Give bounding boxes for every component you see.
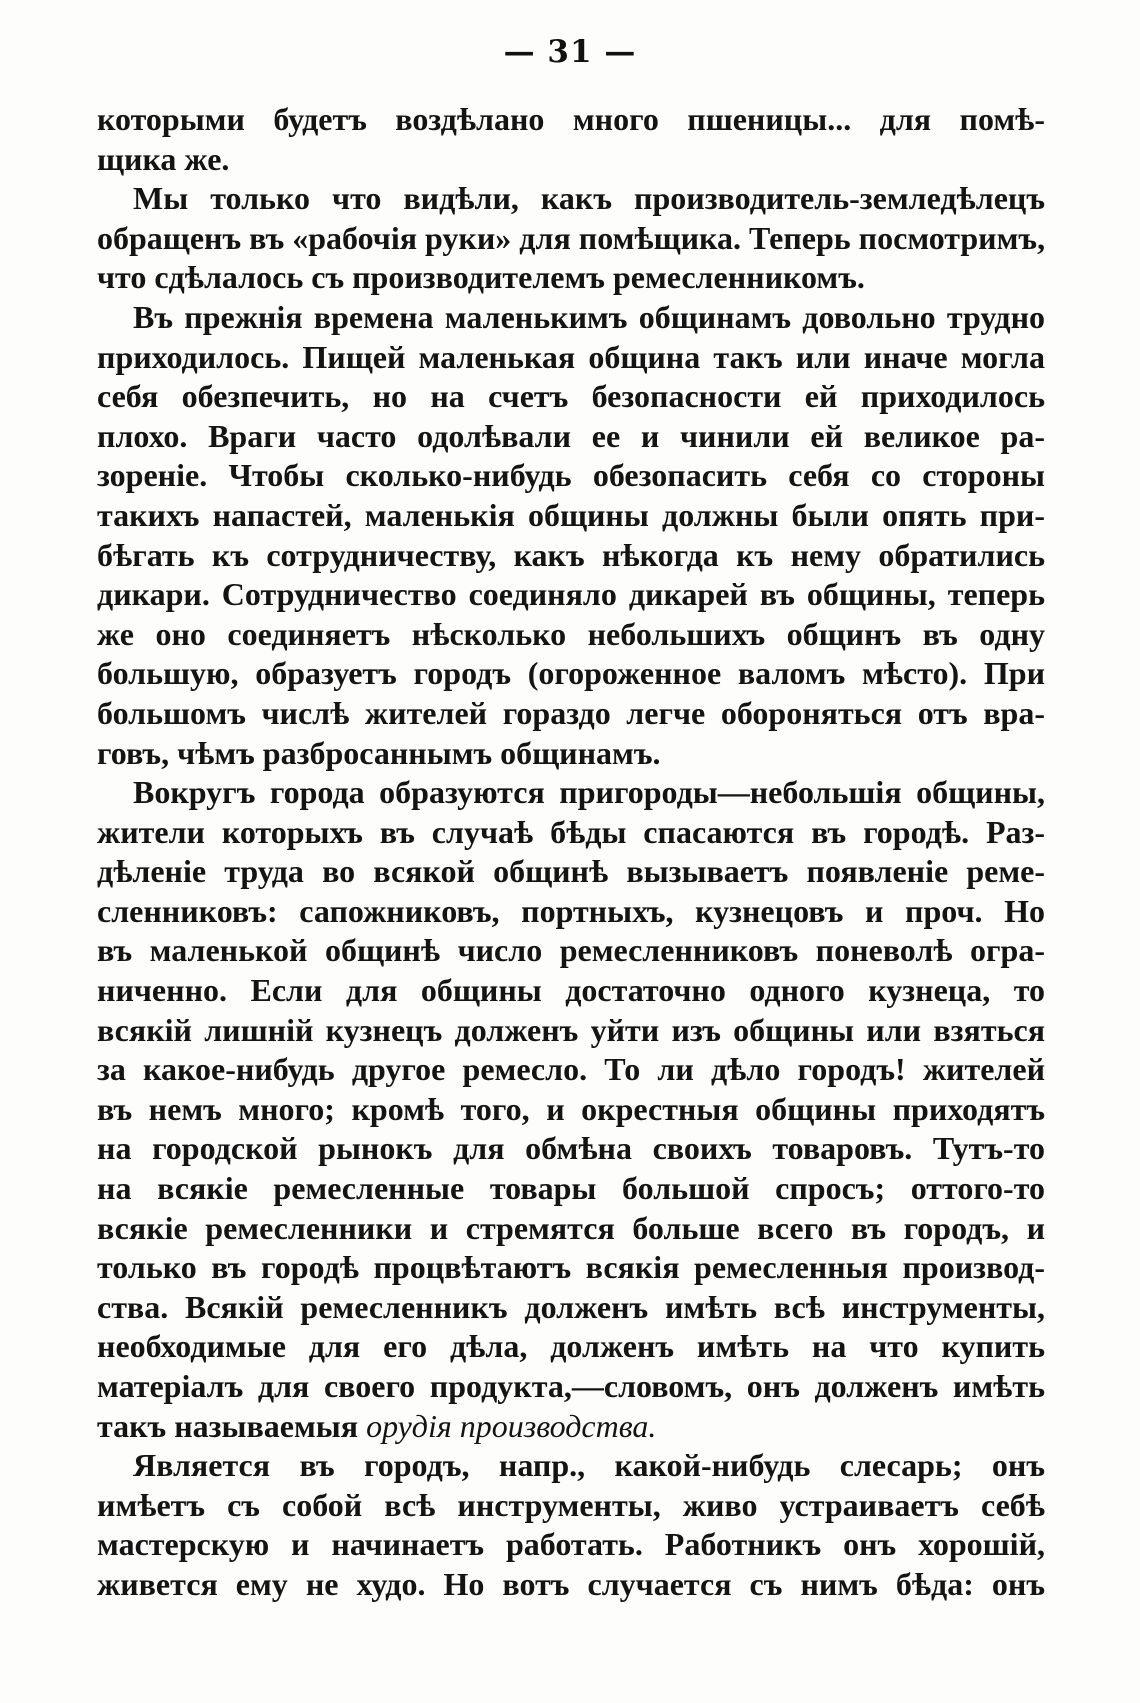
text-line [97, 1486, 1045, 1526]
text-line [97, 219, 1045, 259]
line-text: имѣетъ съ собой всѣ инструменты, живо устраиваетъ себѣ [97, 1486, 1045, 1523]
line-text: обращенъ въ «рабочія руки» для помѣщика. Теперь посмотримъ, [97, 219, 1045, 256]
line-text: только въ городѣ процвѣтаютъ всякія ремесленныя производ- [97, 1249, 1045, 1286]
text-line [97, 536, 1045, 576]
text-line [97, 892, 1045, 932]
line-text: всякіе ремесленники и стремятся больше всего въ городъ, и [97, 1209, 1045, 1246]
body-text [97, 100, 1045, 1605]
line-text: же оно соединяетъ нѣсколько небольшихъ общинъ въ одну [97, 615, 1045, 652]
text-line [97, 456, 1045, 496]
line-text: жители которыхъ въ случаѣ бѣды спасаются въ городѣ. Раз- [97, 813, 1045, 850]
line-text: большомъ числѣ жителей гораздо легче обороняться отъ вра- [97, 694, 1045, 731]
text-line [97, 100, 1045, 140]
line-text: на городской рынокъ для обмѣна своихъ товаровъ. Тутъ-то [97, 1130, 1045, 1167]
text-line [97, 1090, 1045, 1130]
text-line [97, 694, 1045, 734]
line-text: зореніе. Чтобы сколько-нибудь обезопасить себя со стороны [97, 457, 1045, 494]
text-line [97, 417, 1045, 457]
text-line [97, 1407, 1045, 1447]
text-line [97, 575, 1045, 615]
line-text: ства. Всякій ремесленникъ долженъ имѣть всѣ инструменты, [97, 1288, 1045, 1325]
text-line [97, 971, 1045, 1011]
line-text: ниченно. Если для общины достаточно одного кузнеца, то [97, 972, 1045, 1009]
text-line [97, 179, 1045, 219]
line-text: Мы только что видѣли, какъ производитель-земледѣлецъ [133, 180, 1045, 217]
text-line [97, 1327, 1045, 1367]
line-text: сленниковъ: сапожниковъ, портныхъ, кузнецовъ и проч. Но [97, 892, 1045, 929]
text-line [97, 377, 1045, 417]
line-text: всякій лишній кузнецъ долженъ уйти изъ общины или взяться [97, 1011, 1045, 1048]
page-number: — 31 — [503, 34, 637, 70]
text-line [97, 852, 1045, 892]
text-line [97, 1209, 1045, 1249]
text-line [97, 1129, 1045, 1169]
line-text: большую, образуетъ городъ (огороженное валомъ мѣсто). При [97, 655, 1045, 692]
text-line [97, 1288, 1045, 1328]
line-text: щика же. [97, 140, 230, 177]
text-line [97, 298, 1045, 338]
text-line [97, 654, 1045, 694]
text-line [97, 140, 1045, 180]
line-text: на всякіе ремесленные товары большой спросъ; оттого-то [97, 1170, 1045, 1207]
text-line [97, 813, 1045, 853]
line-text: въ немъ много; кромѣ того, и окрестныя общины приходятъ [97, 1090, 1045, 1127]
text-line [97, 615, 1045, 655]
line-text: за какое-нибудь другое ремесло. То ли дѣло городъ! жителей [97, 1051, 1045, 1088]
line-text: дѣленіе труда во всякой общинѣ вызываетъ появленіе реме- [97, 853, 1045, 890]
text-line [97, 931, 1045, 971]
line-text: что сдѣлалось съ производителемъ ремесленникомъ. [97, 259, 865, 296]
text-line [97, 1248, 1045, 1288]
line-text: матеріалъ для своего продукта,—словомъ, онъ долженъ имѣть [97, 1368, 1045, 1404]
text-line [97, 1367, 1045, 1407]
text-line [97, 1011, 1045, 1051]
text-line [97, 773, 1045, 813]
line-text: говъ, чѣмъ разбросаннымъ общинамъ. [97, 734, 661, 771]
line-text: дикари. Сотрудничество соединяло дикарей въ общины, теперь [97, 576, 1045, 613]
line-text: необходимые для его дѣла, долженъ имѣть на что купить [97, 1328, 1045, 1365]
line-text: которыми будетъ воздѣлано много пшеницы... для помѣ- [97, 101, 1045, 137]
italic-term: орудія производства. [366, 1407, 657, 1444]
line-text: мастерскую и начинаетъ работать. Работникъ онъ хорошій, [97, 1526, 1045, 1563]
line-text: Въ прежнія времена маленькимъ общинамъ довольно трудно [133, 298, 1045, 335]
line-text: бѣгать къ сотрудничеству, какъ нѣкогда къ нему обратились [97, 536, 1045, 573]
text-line [97, 1169, 1045, 1209]
line-text: въ маленькой общинѣ число ремесленниковъ поневолѣ огра- [97, 932, 1045, 969]
text-line [97, 338, 1045, 378]
line-text: живется ему не худо. Но вотъ случается съ нимъ бѣда: онъ [97, 1565, 1045, 1602]
line-text: приходилось. Пищей маленькая община такъ или иначе могла [97, 338, 1045, 375]
line-text: такъ называемыя [97, 1407, 367, 1444]
text-line [97, 1446, 1045, 1486]
line-text: Является въ городъ, напр., какой-нибудь слесарь; онъ [133, 1447, 1045, 1484]
text-line [97, 734, 1045, 774]
text-line [97, 258, 1045, 298]
text-line [97, 1050, 1045, 1090]
text-line [97, 496, 1045, 536]
text-line [97, 1565, 1045, 1605]
line-text: Вокругъ города образуются пригороды—небольшія общины, [133, 774, 1045, 811]
text-line [97, 1525, 1045, 1565]
line-text: такихъ напастей, маленькія общины должны были опять при- [97, 496, 1045, 533]
line-text: себя обезпечить, но на счетъ безопасности ей приходилось [97, 378, 1045, 415]
line-text: плохо. Враги часто одолѣвали ее и чинили ей великое ра- [97, 417, 1045, 454]
